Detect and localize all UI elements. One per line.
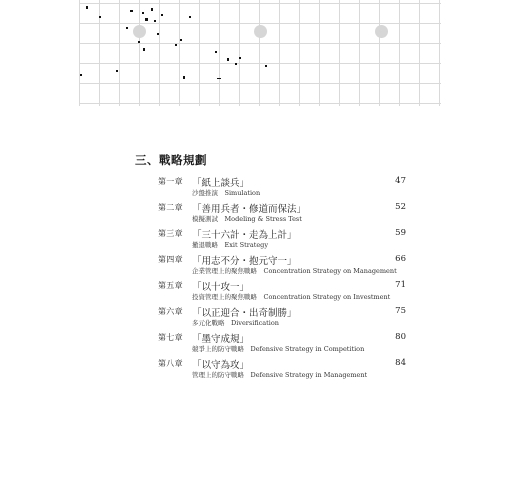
chapter-title: 「以十攻一」 [192,282,250,293]
chapter-subtitle: 競爭上的防守戰略 Defensive Strategy in Competition [192,345,365,353]
chapter-title: 「用志不分・抱元守一」 [192,256,297,267]
chapter-number: 第一章 [158,177,183,186]
chapter-subtitle: 投資管理上的聚焦戰略 Concentration Strategy on Investment [192,293,391,301]
chapter-title: 「以正迎合・出奇制勝」 [192,308,297,319]
chapter-subtitle: 沙盤推演 Simulation [192,189,261,197]
page-number: 47 [395,176,406,186]
toc-entry [158,331,408,353]
chapter-subtitle: 管理上的防守戰略 Defensive Strategy in Management [192,371,368,379]
chapter-number: 第五章 [158,281,183,290]
chapter-subtitle: 撤退戰略 Exit Strategy [192,241,269,249]
chapter-title: 「善用兵者・修道而保法」 [192,204,307,215]
toc-entry [158,279,408,301]
page-number: 71 [395,280,406,290]
chapter-number: 第二章 [158,203,183,212]
page-number: 59 [395,228,406,238]
page-number: 80 [395,332,406,342]
chapter-title: 「以守為攻」 [192,360,250,371]
chapter-subtitle: 企業管理上的聚焦戰略 Concentration Strategy on Management [192,267,397,275]
toc-entry [158,305,408,327]
page-number: 52 [395,202,406,212]
chapter-number: 第六章 [158,307,183,316]
chapter-number: 第三章 [158,229,183,238]
page-number: 84 [395,358,406,368]
toc-entry [158,175,408,197]
toc-entry [158,227,408,249]
section-title: 三、戰略規劃 [135,153,207,167]
chapter-title: 「紙上談兵」 [192,178,250,189]
chapter-number: 第七章 [158,333,183,342]
chapter-number: 第八章 [158,359,183,368]
chapter-title: 「三十六計・走為上計」 [192,230,297,241]
chapter-subtitle: 多元化戰略 Diversification [192,319,279,327]
toc-entry [158,201,408,223]
chapter-number: 第四章 [158,255,183,264]
page-number: 75 [395,306,406,316]
page-number: 66 [395,254,406,264]
toc-entry [158,253,408,275]
chapter-subtitle: 模擬測試 Modeling & Stress Test [192,215,302,223]
toc-entry [158,357,408,379]
chapter-title: 「墨守成規」 [192,334,250,345]
